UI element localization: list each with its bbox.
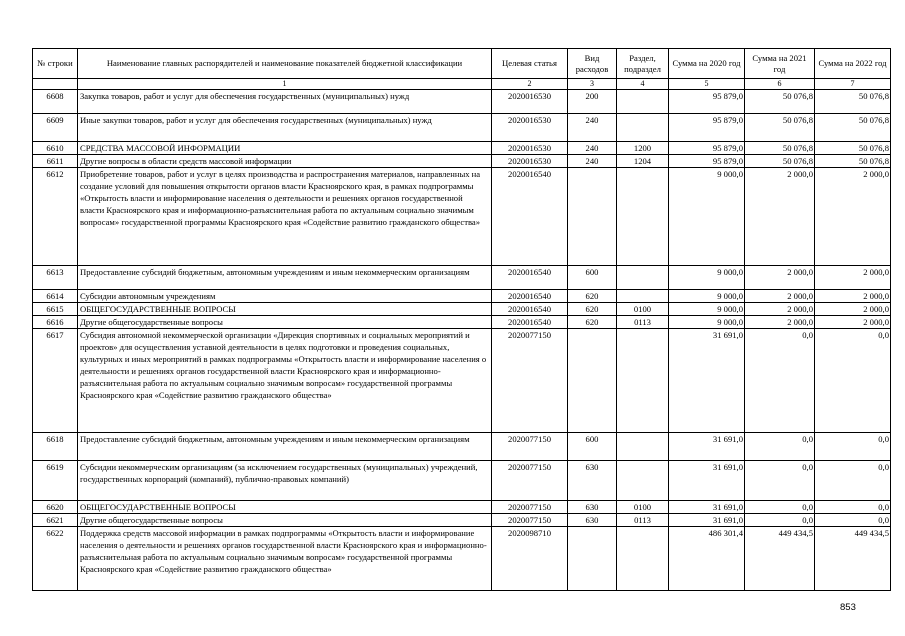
row-sum-2020: 31 691,0	[669, 433, 745, 461]
row-number: 6618	[33, 433, 78, 461]
row-sum-2021: 2 000,0	[745, 316, 815, 329]
row-expense-type: 240	[568, 114, 617, 142]
row-expense-type	[568, 527, 617, 591]
row-expense-type	[568, 168, 617, 266]
row-name: Приобретение товаров, работ и услуг в целях производства и распространения материалов, направленных на создание условий для повышения открытости органов власти Красноярского края, в рамках подпрограммы «Открытость власти и информирование населения о деятельности и решениях органов государственной власти Красноярского края и информационно-разъяснительная работа по актуальным социально значимым вопросам» государственной программы Красноярского края «Содействие развитию гражданского общества»	[78, 168, 492, 266]
row-sum-2022: 2 000,0	[815, 303, 891, 316]
row-sum-2022: 50 076,8	[815, 142, 891, 155]
row-name: Другие общегосударственные вопросы	[78, 316, 492, 329]
row-expense-type: 630	[568, 461, 617, 501]
row-sum-2020: 9 000,0	[669, 290, 745, 303]
row-name: Субсидия автономной некоммерческой организации «Дирекция спортивных и социальных мероприятий и проектов» для осуществления уставной деятельности в целях подготовки и проведения социальных, культурных и иных мероприятий в рамках подпрограммы «Открытость власти и информирование населения о деятельности и решениях органов государственной власти Красноярского края и информационно-разъяснительная работа по актуальным социально значимым вопросам» государственной программы Красноярского края «Содействие развитию гражданского общества»	[78, 329, 492, 433]
row-expense-type: 240	[568, 155, 617, 168]
budget-table	[32, 48, 891, 591]
row-name: СРЕДСТВА МАССОВОЙ ИНФОРМАЦИИ	[78, 142, 492, 155]
row-section	[617, 329, 669, 433]
row-number: 6613	[33, 266, 78, 290]
row-expense-type: 600	[568, 433, 617, 461]
row-section: 0100	[617, 501, 669, 514]
row-expense-type: 200	[568, 90, 617, 114]
row-sum-2021: 0,0	[745, 461, 815, 501]
row-number: 6608	[33, 90, 78, 114]
table-row	[33, 501, 891, 514]
row-sum-2021: 50 076,8	[745, 142, 815, 155]
row-expense-type: 620	[568, 290, 617, 303]
row-sum-2021: 0,0	[745, 501, 815, 514]
row-sum-2022: 0,0	[815, 514, 891, 527]
row-sum-2022: 0,0	[815, 433, 891, 461]
row-sum-2021: 0,0	[745, 433, 815, 461]
col-index: 1	[78, 79, 492, 90]
page-number: 853	[840, 602, 856, 613]
row-number: 6620	[33, 501, 78, 514]
row-expense-type: 620	[568, 316, 617, 329]
row-target-code: 2020016530	[492, 90, 568, 114]
col-index: 5	[669, 79, 745, 90]
row-sum-2021: 2 000,0	[745, 303, 815, 316]
row-expense-type: 600	[568, 266, 617, 290]
row-sum-2022: 50 076,8	[815, 114, 891, 142]
table-row	[33, 290, 891, 303]
row-number: 6622	[33, 527, 78, 591]
row-sum-2021: 2 000,0	[745, 290, 815, 303]
row-number: 6611	[33, 155, 78, 168]
row-sum-2021: 449 434,5	[745, 527, 815, 591]
row-sum-2020: 95 879,0	[669, 114, 745, 142]
row-target-code: 2020016540	[492, 290, 568, 303]
table-row	[33, 527, 891, 591]
table-row	[33, 433, 891, 461]
row-section: 1200	[617, 142, 669, 155]
header-name: Наименование главных распорядителей и наименование показателей бюджетной классификации	[78, 49, 492, 79]
row-number: 6617	[33, 329, 78, 433]
row-sum-2022: 449 434,5	[815, 527, 891, 591]
row-number: 6619	[33, 461, 78, 501]
column-index-row	[33, 79, 891, 90]
row-expense-type: 630	[568, 501, 617, 514]
row-sum-2021: 50 076,8	[745, 90, 815, 114]
table-row	[33, 461, 891, 501]
header-sum-2022: Сумма на 2022 год	[815, 49, 891, 79]
row-section: 0113	[617, 514, 669, 527]
row-sum-2022: 0,0	[815, 501, 891, 514]
table-row	[33, 168, 891, 266]
row-number: 6616	[33, 316, 78, 329]
table-row	[33, 142, 891, 155]
table-row	[33, 303, 891, 316]
header-sum-2021: Сумма на 2021 год	[745, 49, 815, 79]
row-target-code: 2020077150	[492, 329, 568, 433]
row-sum-2022: 2 000,0	[815, 316, 891, 329]
row-section: 0100	[617, 303, 669, 316]
row-expense-type: 630	[568, 514, 617, 527]
row-section: 0113	[617, 316, 669, 329]
row-expense-type: 620	[568, 303, 617, 316]
row-sum-2020: 486 301,4	[669, 527, 745, 591]
row-name: Субсидии некоммерческим организациям (за исключением государственных (муниципальных) учреждений, государственных корпораций (компаний), публично-правовых компаний)	[78, 461, 492, 501]
table-row	[33, 90, 891, 114]
row-name: Предоставление субсидий бюджетным, автономным учреждениям и иным некоммерческим организациям	[78, 266, 492, 290]
row-target-code: 2020016540	[492, 316, 568, 329]
header-row	[33, 49, 891, 79]
header-row-no: № строки	[33, 49, 78, 79]
row-name: Поддержка средств массовой информации в рамках подпрограммы «Открытость власти и информирование населения о деятельности и решениях органов государственной власти Красноярского края и информационно-разъяснительная работа по актуальным социально значимым вопросам» государственной программы Красноярского края «Содействие развитию гражданского общества»	[78, 527, 492, 591]
row-sum-2020: 31 691,0	[669, 329, 745, 433]
table-row	[33, 514, 891, 527]
row-sum-2022: 2 000,0	[815, 168, 891, 266]
row-sum-2020: 95 879,0	[669, 90, 745, 114]
row-target-code: 2020077150	[492, 514, 568, 527]
row-number: 6610	[33, 142, 78, 155]
row-sum-2021: 50 076,8	[745, 155, 815, 168]
row-sum-2021: 2 000,0	[745, 266, 815, 290]
row-sum-2020: 9 000,0	[669, 266, 745, 290]
row-section: 1204	[617, 155, 669, 168]
table-row	[33, 329, 891, 433]
row-sum-2020: 9 000,0	[669, 316, 745, 329]
row-name: Субсидии автономным учреждениям	[78, 290, 492, 303]
col-index: 6	[745, 79, 815, 90]
col-index: 4	[617, 79, 669, 90]
row-sum-2022: 0,0	[815, 461, 891, 501]
row-number: 6609	[33, 114, 78, 142]
row-section	[617, 527, 669, 591]
row-target-code: 2020016530	[492, 142, 568, 155]
col-index: 2	[492, 79, 568, 90]
row-sum-2022: 50 076,8	[815, 155, 891, 168]
row-section	[617, 290, 669, 303]
header-expense-type: Вид расходов	[568, 49, 617, 79]
row-sum-2022: 50 076,8	[815, 90, 891, 114]
row-sum-2021: 50 076,8	[745, 114, 815, 142]
row-target-code: 2020016530	[492, 114, 568, 142]
row-name: ОБЩЕГОСУДАРСТВЕННЫЕ ВОПРОСЫ	[78, 303, 492, 316]
row-number: 6615	[33, 303, 78, 316]
row-target-code: 2020098710	[492, 527, 568, 591]
row-number: 6612	[33, 168, 78, 266]
row-expense-type: 240	[568, 142, 617, 155]
row-sum-2021: 0,0	[745, 514, 815, 527]
table-row	[33, 316, 891, 329]
row-sum-2022: 0,0	[815, 329, 891, 433]
row-name: Другие вопросы в области средств массовой информации	[78, 155, 492, 168]
row-sum-2022: 2 000,0	[815, 290, 891, 303]
row-sum-2020: 31 691,0	[669, 501, 745, 514]
row-sum-2020: 9 000,0	[669, 168, 745, 266]
table-row	[33, 155, 891, 168]
row-section	[617, 90, 669, 114]
row-section	[617, 433, 669, 461]
row-sum-2022: 2 000,0	[815, 266, 891, 290]
row-section	[617, 168, 669, 266]
row-sum-2020: 95 879,0	[669, 155, 745, 168]
row-target-code: 2020077150	[492, 461, 568, 501]
row-sum-2020: 9 000,0	[669, 303, 745, 316]
row-target-code: 2020016540	[492, 168, 568, 266]
row-target-code: 2020077150	[492, 501, 568, 514]
header-target: Целевая статья	[492, 49, 568, 79]
col-index	[33, 79, 78, 90]
budget-table-page	[32, 48, 890, 591]
row-name: Закупка товаров, работ и услуг для обеспечения государственных (муниципальных) нужд	[78, 90, 492, 114]
row-section	[617, 114, 669, 142]
row-number: 6621	[33, 514, 78, 527]
row-target-code: 2020016530	[492, 155, 568, 168]
row-target-code: 2020077150	[492, 433, 568, 461]
row-target-code: 2020016540	[492, 303, 568, 316]
row-name: Другие общегосударственные вопросы	[78, 514, 492, 527]
row-name: Иные закупки товаров, работ и услуг для обеспечения государственных (муниципальных) нужд	[78, 114, 492, 142]
row-number: 6614	[33, 290, 78, 303]
header-sum-2020: Сумма на 2020 год	[669, 49, 745, 79]
col-index: 7	[815, 79, 891, 90]
row-target-code: 2020016540	[492, 266, 568, 290]
table-row	[33, 114, 891, 142]
row-sum-2020: 31 691,0	[669, 461, 745, 501]
col-index: 3	[568, 79, 617, 90]
header-section: Раздел, подраздел	[617, 49, 669, 79]
row-sum-2020: 95 879,0	[669, 142, 745, 155]
row-name: Предоставление субсидий бюджетным, автономным учреждениям и иным некоммерческим организациям	[78, 433, 492, 461]
row-section	[617, 266, 669, 290]
row-name: ОБЩЕГОСУДАРСТВЕННЫЕ ВОПРОСЫ	[78, 501, 492, 514]
row-expense-type	[568, 329, 617, 433]
table-row	[33, 266, 891, 290]
row-sum-2021: 2 000,0	[745, 168, 815, 266]
row-sum-2021: 0,0	[745, 329, 815, 433]
row-section	[617, 461, 669, 501]
row-sum-2020: 31 691,0	[669, 514, 745, 527]
